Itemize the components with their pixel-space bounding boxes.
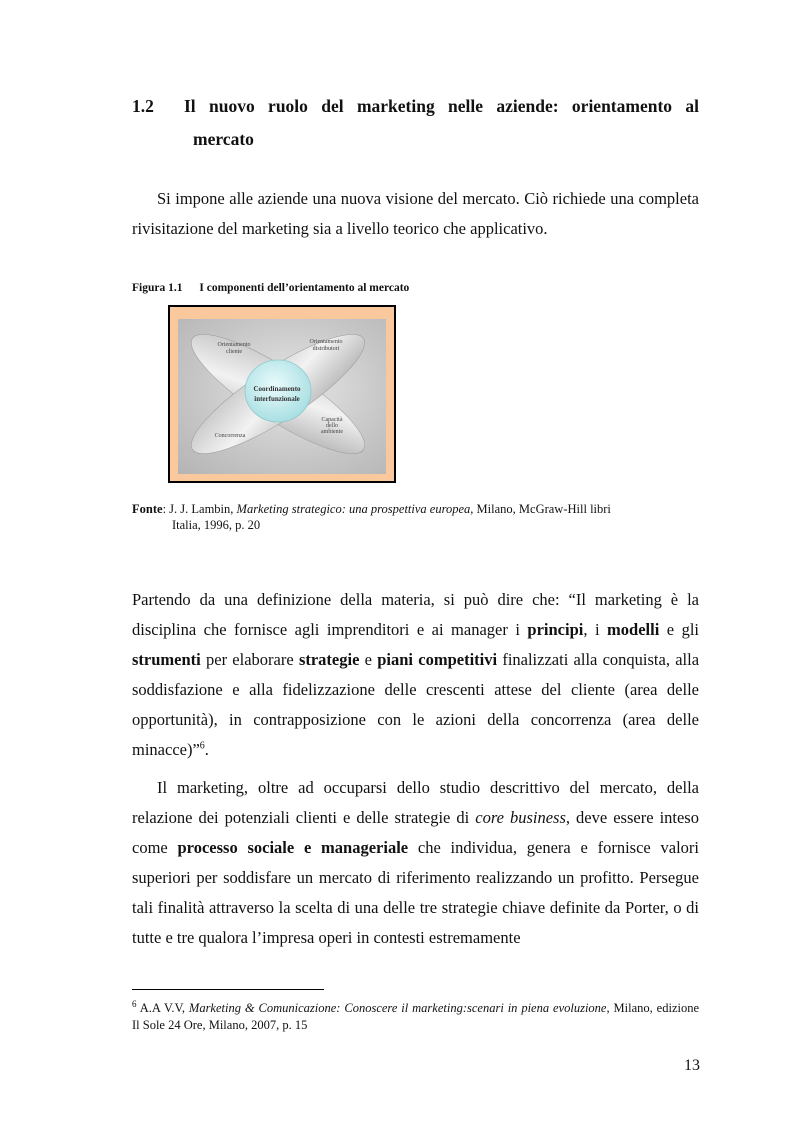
source-author: : J. J. Lambin, bbox=[162, 502, 237, 516]
bold-strategie: strategie bbox=[298, 650, 360, 669]
petal-label-bottom-right-3: ambiente bbox=[321, 429, 343, 435]
footnote bbox=[132, 996, 699, 1034]
text-span: Partendo da una definizione della materia, si può dire che: “Il marketing è la disciplina che fornisce agli imprenditori e ai manager i bbox=[132, 590, 699, 639]
source-details-2: Italia, 1996, p. 20 bbox=[172, 518, 261, 532]
bold-modelli: modelli bbox=[607, 620, 660, 639]
italic-core-business: core business bbox=[475, 808, 566, 827]
section-title-line1: Il nuovo ruolo del marketing nelle aziende: orientamento al bbox=[184, 96, 699, 116]
text-span: finalizzati alla conquista, alla soddisfazione e alla fidelizzazione delle crescenti attese del cliente (area delle opportunità), in contrapposizione con le azioni della concorrenza (area delle minacce)” bbox=[132, 650, 700, 759]
text-span: e gli bbox=[659, 620, 699, 639]
bold-principi: principi bbox=[527, 620, 584, 639]
bold-strumenti: strumenti bbox=[132, 650, 201, 669]
text-span: , i bbox=[583, 620, 608, 639]
petal-label-top-left-1: Orientamento bbox=[217, 342, 251, 348]
petal-label-bottom-right-1: Capacità bbox=[321, 417, 343, 423]
footnote-details: , Milano, edizione Il Sole 24 Ore, Milano, 2007, p. 15 bbox=[132, 1001, 700, 1033]
figure-image bbox=[178, 319, 386, 474]
section-title-line2: mercato bbox=[193, 129, 254, 149]
figure-caption bbox=[132, 282, 409, 294]
text-span: e bbox=[359, 650, 378, 669]
text-span: Il marketing, oltre ad occuparsi dello studio descrittivo del mercato, della relazione dei potenziali clienti e delle strategie di bbox=[132, 778, 699, 827]
figure-title: I componenti dell’orientamento al mercato bbox=[199, 282, 410, 294]
text-span: . bbox=[204, 740, 209, 759]
figure-label: Figura 1.1 bbox=[132, 282, 183, 294]
footnote-author: A.A V.V, bbox=[136, 1001, 189, 1016]
intro-paragraph: Si impone alle aziende una nuova visione del mercato. Ciò richiede una completa rivisitazione del marketing sia a livello teorico che applicativo. bbox=[132, 189, 699, 238]
center-label-1: Coordinamento bbox=[253, 385, 301, 393]
source-label: Fonte bbox=[132, 502, 163, 516]
center-label-2: interfunzionale bbox=[254, 395, 300, 403]
petal-label-bottom-right-2: dello bbox=[326, 423, 338, 429]
footnote-separator bbox=[132, 989, 324, 990]
text-span: che individua, genera e fornisce valori superiori per soddisfare un mercato di riferimento realizzando un profitto. Persegue tali finalità attraverso la scelta di una delle tre strategie chiave definite da Porter, o di tutte e tre qualora l’impresa operi in contesti estremamente bbox=[132, 838, 700, 947]
paragraph-marketing-process bbox=[132, 773, 699, 953]
text-span: , deve essere inteso come bbox=[132, 808, 699, 857]
section-heading bbox=[132, 96, 699, 150]
source-details-1: , Milano, McGraw-Hill libri bbox=[470, 502, 611, 516]
petal-label-top-left-2: cliente bbox=[226, 349, 242, 355]
footnote-title: Marketing & Comunicazione: Conoscere il marketing:scenari in piena evoluzione bbox=[188, 1001, 607, 1016]
petal-label-top-right-1: Orientamento bbox=[309, 339, 343, 345]
bold-piani-competitivi: piani competitivi bbox=[377, 650, 498, 669]
source-book-title: Marketing strategico: una prospettiva europea bbox=[236, 502, 471, 516]
footnote-number: 6 bbox=[132, 999, 137, 1009]
figure-frame bbox=[168, 305, 396, 483]
petal-label-top-right-2: distributori bbox=[312, 346, 340, 352]
footnote-reference[interactable]: 6 bbox=[199, 740, 205, 752]
section-number: 1.2 bbox=[132, 96, 154, 116]
text-span: per elaborare bbox=[200, 650, 299, 669]
figure-source bbox=[132, 501, 692, 533]
diagram-four-petals bbox=[178, 319, 386, 474]
petal-label-bottom-left: Concorrenza bbox=[214, 433, 246, 439]
bold-processo-sociale: processo sociale e manageriale bbox=[177, 838, 409, 857]
paragraph-definition bbox=[132, 585, 699, 765]
page-number: 13 bbox=[684, 1057, 700, 1074]
